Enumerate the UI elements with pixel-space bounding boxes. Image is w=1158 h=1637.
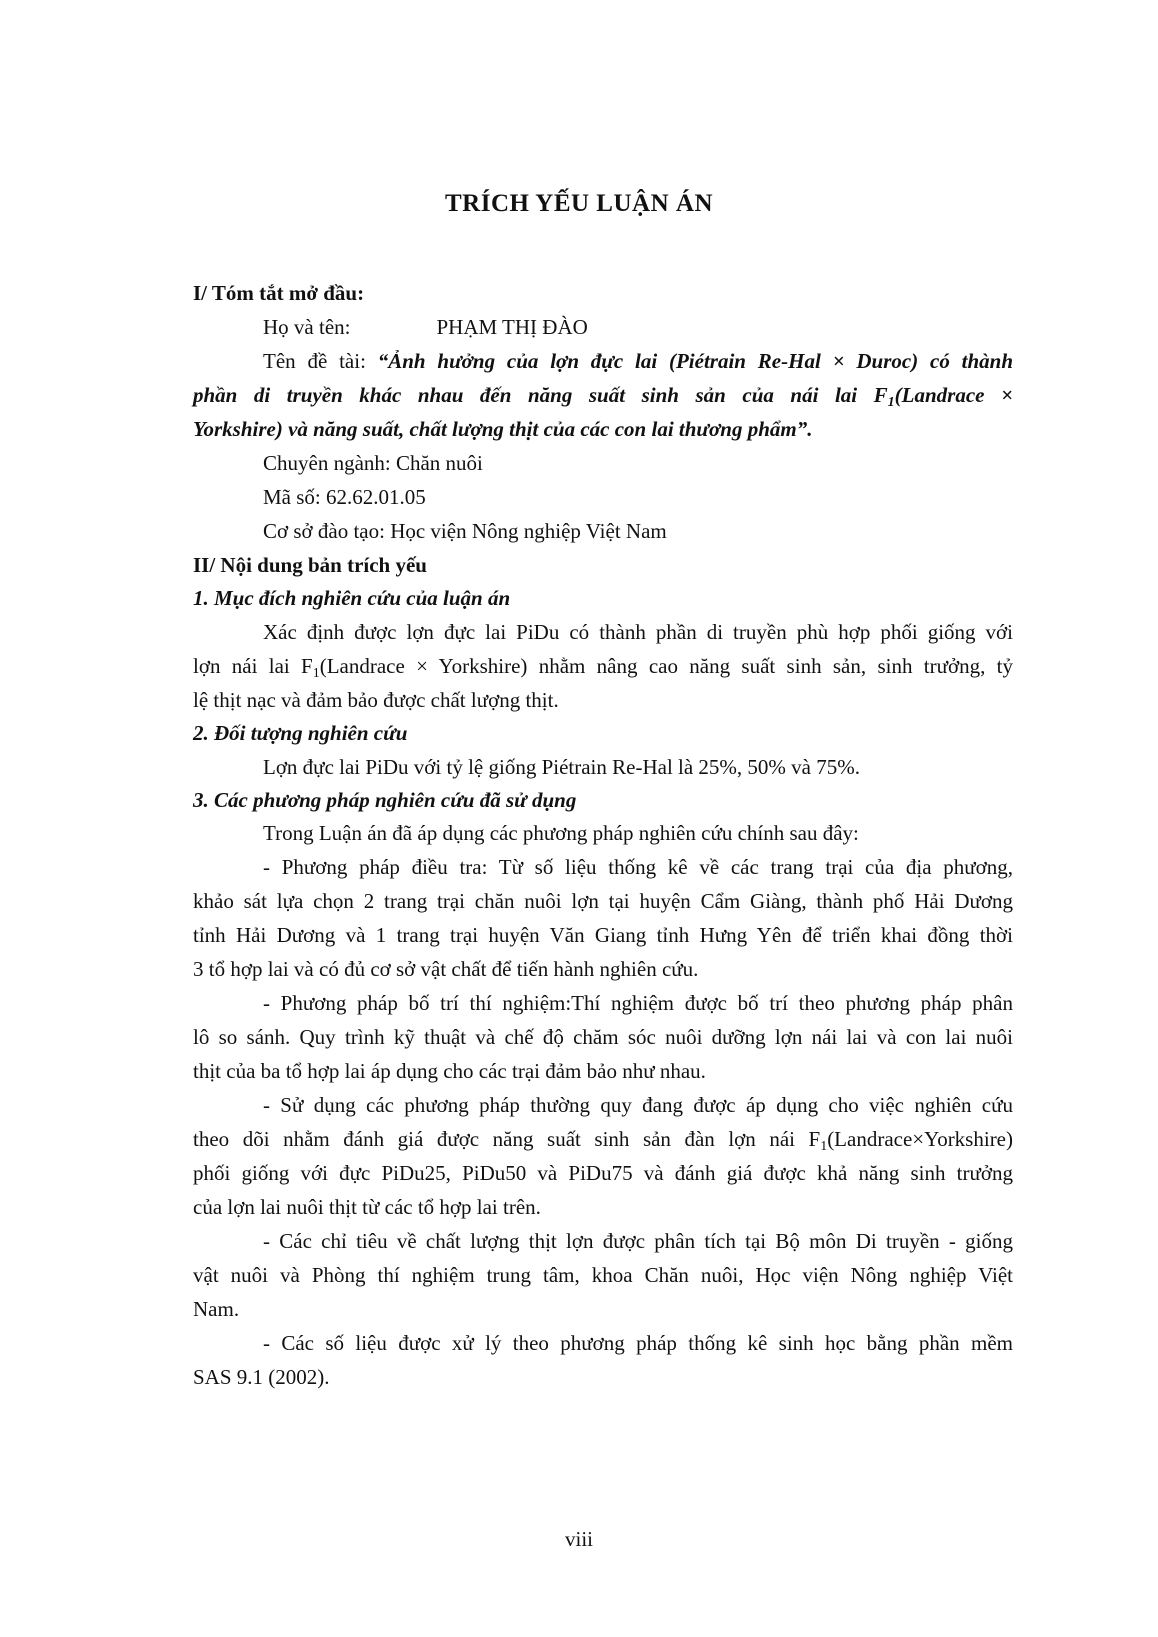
method-4-line-2: vật nuôi và Phòng thí nghiệm trung tâm, khoa Chăn nuôi, Học viện Nông nghiệp Việt [193, 1263, 1013, 1287]
method-2-line-3: thịt của ba tổ hợp lai áp dụng cho các trại đảm bảo như nhau. [193, 1059, 706, 1083]
methods-intro: Trong Luận án đã áp dụng các phương pháp nghiên cứu chính sau đây: [263, 821, 859, 845]
section-2-heading: II/ Nội dung bản trích yếu [193, 553, 427, 577]
subsection-1-heading: 1. Mục đích nghiên cứu của luận án [193, 586, 511, 610]
major-line: Chuyên ngành: Chăn nuôi [263, 451, 483, 475]
method-3-line-1: - Sử dụng các phương pháp thường quy đang được áp dụng cho việc nghiên cứu [263, 1093, 1013, 1117]
name-label: Họ và tên: [263, 315, 351, 339]
method-1-line-2: khảo sát lựa chọn 2 trang trại chăn nuôi lợn tại huyện Cẩm Giàng, thành phố Hải Dương [193, 889, 1013, 913]
method-1-line-4: 3 tổ hợp lai và có đủ cơ sở vật chất để tiến hành nghiên cứu. [193, 957, 699, 981]
method-4-line-3: Nam. [193, 1297, 240, 1321]
subsection-3-heading: 3. Các phương pháp nghiên cứu đã sử dụng [193, 788, 577, 812]
topic-label: Tên đề tài: [263, 349, 378, 373]
name-value: PHẠM THỊ ĐÀO [436, 315, 588, 339]
topic-line-2: phần di truyền khác nhau đến năng suất sinh sản của nái lai $F_1(Landrace$ × [193, 383, 1013, 410]
name-line [263, 312, 1013, 342]
method-5-line-2: SAS 9.1 (2002). [193, 1365, 330, 1389]
subject-line-1: Lợn đực lai PiDu với tỷ lệ giống Piétrain Re-Hal là 25%, 50% và 75%. [263, 755, 860, 779]
method-3-line-3: phối giống với đực PiDu25, PiDu50 và PiDu75 và đánh giá được khả năng sinh trưởng [193, 1161, 1013, 1185]
method-3-line-4: của lợn lai nuôi thịt từ các tổ hợp lai trên. [193, 1195, 541, 1219]
method-2-line-2: lô so sánh. Quy trình kỹ thuật và chế độ chăm sóc nuôi dưỡng lợn nái lai và con lai nuôi [193, 1025, 1013, 1049]
page-title: TRÍCH YẾU LUẬN ÁN [444, 190, 713, 217]
method-2-line-1: - Phương pháp bố trí thí nghiệm:Thí nghiệm được bố trí theo phương pháp phân [263, 991, 1013, 1015]
topic-title-part-1: “Ảnh hưởng của lợn đực lai (Piétrain Re-Hal × Duroc) có thành [377, 349, 1013, 373]
method-1-line-1: - Phương pháp điều tra: Từ số liệu thống kê về các trang trại của địa phương, [263, 855, 1013, 879]
page-number: viii [564, 1527, 593, 1551]
topic-line-1 [263, 346, 1013, 376]
method-5-line-1: - Các số liệu được xử lý theo phương pháp thống kê sinh học bằng phần mềm [263, 1331, 1013, 1355]
purpose-line-1: Xác định được lợn đực lai PiDu có thành phần di truyền phù hợp phối giống với [263, 620, 1013, 644]
code-line: Mã số: 62.62.01.05 [263, 485, 426, 509]
method-4-line-1: - Các chỉ tiêu về chất lượng thịt lợn được phân tích tại Bộ môn Di truyền - giống [263, 1229, 1013, 1253]
subsection-2-heading: 2. Đối tượng nghiên cứu [193, 721, 408, 745]
institution-line: Cơ sở đào tạo: Học viện Nông nghiệp Việt Nam [263, 519, 667, 543]
method-3-line-2: theo dõi nhằm đánh giá được năng suất sinh sản đàn lợn nái $F_1(Landrace\times Yorkshire)$ [193, 1127, 1013, 1154]
method-1-line-3: tỉnh Hải Dương và 1 trang trại huyện Văn Giang tỉnh Hưng Yên để triển khai đồng thời [193, 923, 1013, 947]
topic-line-3: Yorkshire) và năng suất, chất lượng thịt của các con lai thương phẩm”. [193, 417, 813, 441]
purpose-line-2: lợn nái lai $F_1(Landrace$ × Yorkshire) nhằm nâng cao năng suất sinh sản, sinh trưởng, tỷ [193, 654, 1013, 681]
purpose-line-3: lệ thịt nạc và đảm bảo được chất lượng thịt. [193, 688, 559, 712]
section-1-heading: I/ Tóm tắt mở đầu: [193, 281, 365, 305]
